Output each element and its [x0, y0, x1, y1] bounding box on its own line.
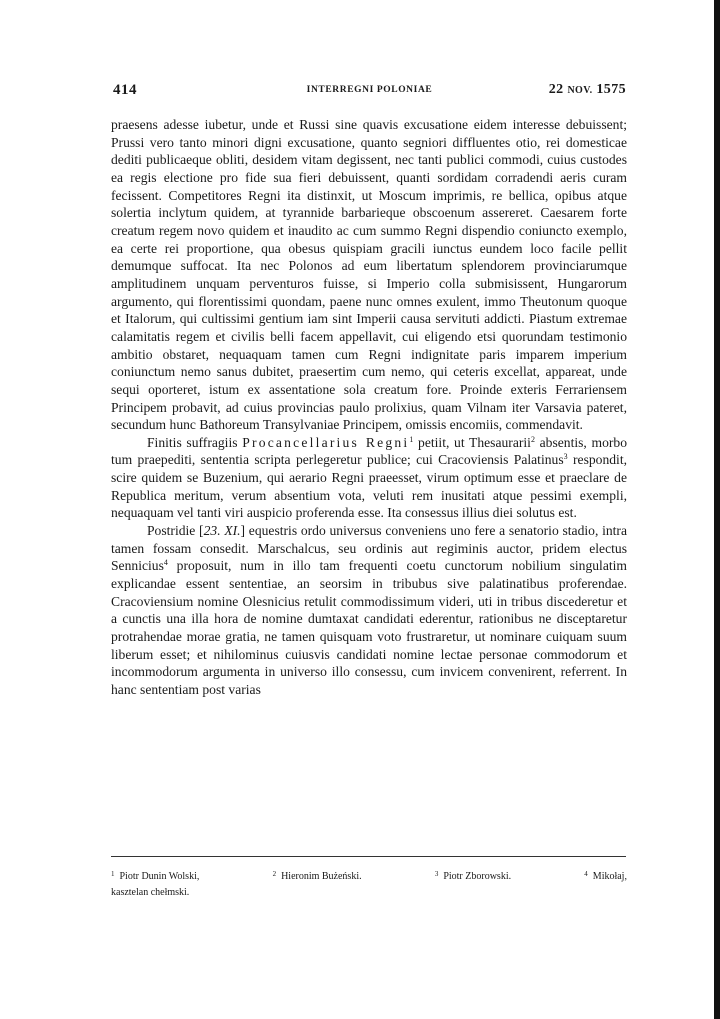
date-month: NOV.	[567, 85, 593, 96]
footnote-4: $^4$ Mikołaj,	[584, 870, 627, 882]
footnote-ref-3: 3	[563, 452, 568, 462]
footnote-ref-4: 4	[163, 558, 168, 568]
paragraph-3-text-c: proposuit, num in illo tam frequenti coetu cunctorum nobilium singulatim explicandae essent sententiae, an seorsim in tribubus sive palatinatibus proferendae. Cracoviensium nomine Olesnicius retulit commodissimum videri, uti in tribus discederetur et a cunctis una illa hora de nomine dumtaxat candidati ederentur, rationibus ne disceptaretur protrahendae morae gratia, ne tamen quisquam voto frustraretur, ut nominare cuiquam suum liberum esset; et nihilominus cuiusvis candidati nomine lectae personae commodorum et incommodorum argumenta in universo illo consessu, cum invicem convenirent, referrent. In hanc sententiam post varias	[111, 558, 627, 697]
date-bracket: 23. XI.	[203, 523, 241, 539]
footnote-3: $^3$ Piotr Zborowski.	[434, 870, 512, 882]
procancellarius-name: Procancellarius Regni	[242, 434, 410, 450]
paragraph-2-text-b: petiit, ut Thesaurarii	[413, 434, 531, 450]
footnote-divider	[111, 856, 626, 857]
page-header	[113, 82, 626, 102]
footnote-ref-2: 2	[530, 434, 535, 444]
paragraph-3-text-b: ] equestris ordo universus conveniens uno fere a senatorio stadio, intra tamen fossam consedit. Marschalcus, seu ordinis aut regiminis auctor, pridem electus Sennicius	[111, 523, 627, 574]
footnote-2: $^2$ Hieronim Bużeński.	[272, 870, 362, 882]
paragraph-2	[111, 434, 627, 522]
paragraph-2-text-c: absentis, morbo tum praepediti, sententia scripta perlegeretur publice; cui Cracoviensis Palatinus	[111, 434, 627, 468]
main-text	[111, 116, 627, 699]
date-day: 22	[548, 82, 564, 97]
date-year: 1575	[596, 82, 626, 97]
paragraph-2-text-d: respondit, scire quidem se Buzenium, qui aerario Regni praeesset, virum optimum esse et praeclare de Republica meritum, verum absentium vota, veluti rem inusitati atque pessimi exempli, nequaquam vel tanti viri auspicio proferenda esse. Ita consessus illius diei solutus est.	[111, 452, 627, 521]
footnote-ref-1: 1	[409, 434, 414, 444]
paragraph-1: praesens adesse iubetur, unde et Russi sine quavis excusatione eidem interesse debuissent; Prussi vero tanto minori digni excusatione, quanto segniori diffluentes otio, rei domesticae dediti publicaeque obliti, desidem vitam degissent, nec tanti publici commodi, cuius custodes ea regis electione pro fide sua fieri debuissent, quanti sordidam corradendi aeris curam fecissent. Competitores Regni ita distinxit, ut Moscum imprimis, re bellica, opibus atque solertia inclytum quidem, at tyrannide barbarieque obscoenum assereret. Caesarem forte creatum regem novo quidem et inaudito ac cum summo Regni dispendio coniuncto exemplo, ea certe rei proportione, qua obesus quispiam gracili iunctus eundem loco facile pellit demumque suffocat. Ita nec Polonos ad eum libertatum splendorem provinciarumque amplitudinem unquam perventuros fuisse, si Imperio colla submisissent, Hungarorum argumento, qui florentissimi quondam, paene nunc omnes exulent, immo Theutonum quoque et Italorum, qui cultissimi gentium iam sint Imperii causa servituti addicti. Piastum extremae calamitatis regem et civilis belli facem appellavit, cui eligendo etsi quorundam testimonio ambitio obstaret, nequaquam tamen cum Regni indignitate paris imparem imperium coniunctum nemo sanus dubitet, praesertim cum nemo, qui ceteris excellat, appareat, unde sequi oporteret, istum ex assentatione sola creatum fore. Proinde exteris Ferrariensem Principem probavit, ad cuius provincias paulo prolixius, quam Vilnam iter Varsavia pateret, secundum hunc Bathoreum Transylvaniae Principem, omissis encomiis, commendavit.	[111, 117, 627, 433]
footnote-1: $^1$ Piotr Dunin Wolski,	[111, 870, 200, 882]
header-date	[549, 82, 626, 98]
page-edge-shadow	[714, 0, 720, 1019]
footnote-continuation: kasztelan chełmski.	[111, 887, 190, 898]
footnote-row	[111, 866, 627, 885]
running-title: INTERREGNI POLONIAE	[306, 85, 433, 95]
paragraph-3-text-a: Postridie [	[147, 523, 204, 539]
footnotes	[111, 866, 627, 901]
paragraph-2-text-a: Finitis suffragiis	[147, 434, 238, 450]
page-number: 414	[113, 82, 137, 98]
paragraph-3	[111, 522, 627, 699]
